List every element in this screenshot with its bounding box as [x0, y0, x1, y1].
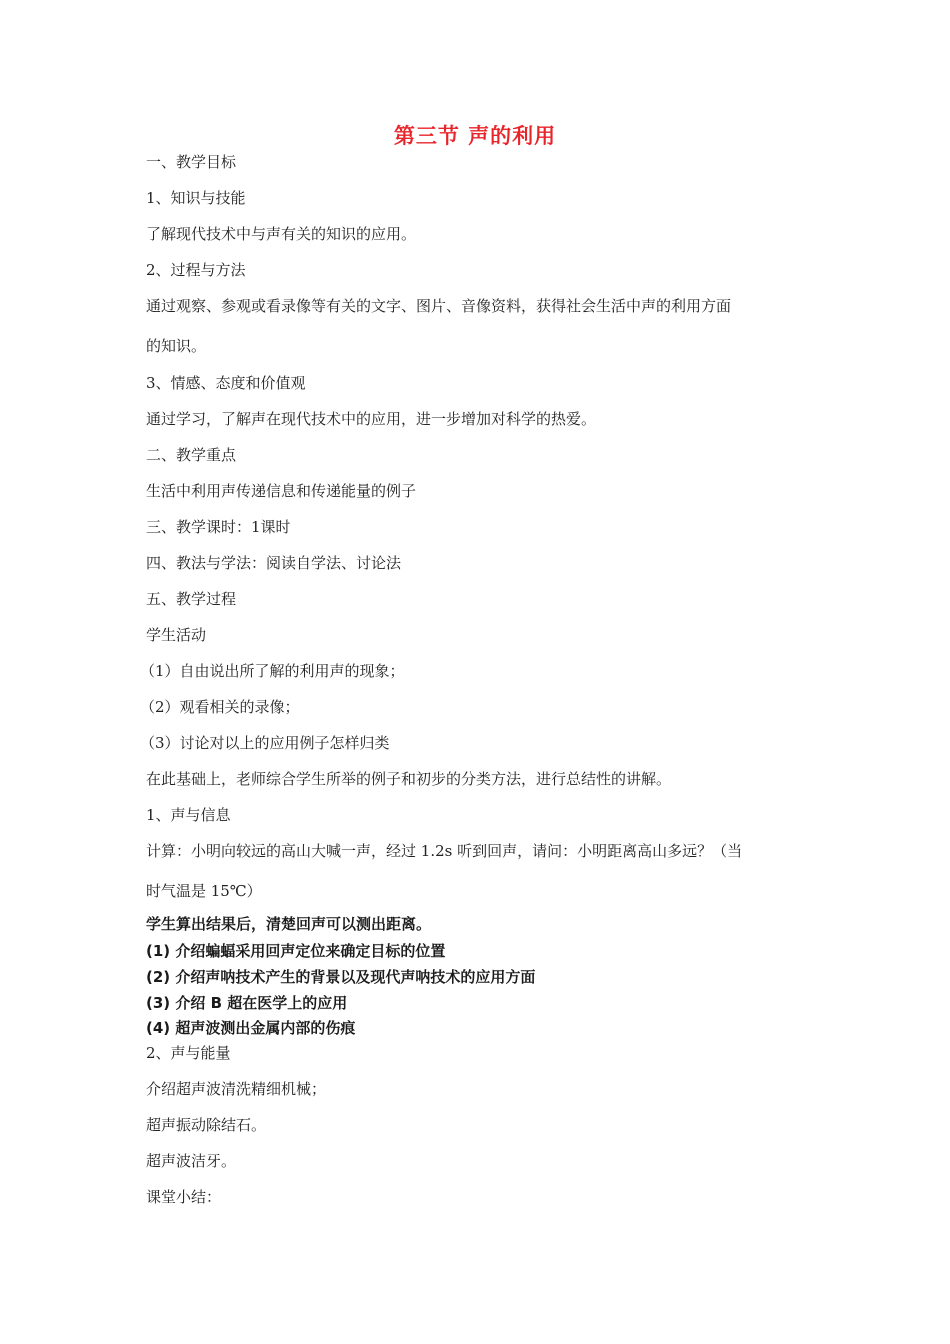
section-heading-focus: 二、教学重点 — [146, 446, 237, 464]
subheading-knowledge: 1、知识与技能 — [146, 189, 246, 207]
paragraph-process-2: 的知识。 — [146, 337, 207, 355]
paragraph-focus: 生活中利用声传递信息和传递能量的例子 — [146, 482, 417, 500]
bold-line-result: 学生算出结果后，清楚回声可以测出距离。 — [146, 915, 432, 933]
document-title: 第三节 声的利用 — [393, 124, 557, 148]
subheading-attitude: 3、情感、态度和价值观 — [146, 374, 306, 392]
bold-line-sonar: (2) 介绍声呐技术产生的背景以及现代声呐技术的应用方面 — [146, 968, 536, 986]
section-heading-process: 五、教学过程 — [146, 590, 237, 608]
paragraph-calculation-2: 时气温是 15℃） — [146, 882, 262, 900]
paragraph-stone-removal: 超声振动除结石。 — [146, 1116, 267, 1134]
section-heading-hours: 三、教学课时：1课时 — [146, 518, 291, 536]
paragraph-ultrasonic-cleaning: 介绍超声波清洗精细机械； — [146, 1080, 327, 1098]
paragraph-process-1: 通过观察、参观或看录像等有关的文字、图片、音像资料，获得社会生活中声的利用方面 — [146, 297, 732, 315]
paragraph-summary-intro: 在此基础上，老师综合学生所举的例子和初步的分类方法，进行总结性的讲解。 — [146, 770, 672, 788]
paragraph-teeth-cleaning: 超声波洁牙。 — [146, 1152, 237, 1170]
paragraph-calculation-1: 计算：小明向较远的高山大喊一声，经过 1.2s 听到回声，请问：小明距离高山多远？（当 — [146, 842, 743, 860]
list-item-activity-3: （3）讨论对以上的应用例子怎样归类 — [140, 734, 390, 752]
section-heading-methods: 四、教法与学法：阅读自学法、讨论法 — [146, 554, 402, 572]
subheading-process: 2、过程与方法 — [146, 261, 246, 279]
subheading-sound-energy: 2、声与能量 — [146, 1044, 231, 1062]
bold-line-metal-flaw: (4) 超声波测出金属内部的伤痕 — [146, 1019, 356, 1037]
list-item-activity-2: （2）观看相关的录像； — [140, 698, 300, 716]
subheading-sound-information: 1、声与信息 — [146, 806, 231, 824]
bold-line-bat: (1) 介绍蝙蝠采用回声定位来确定目标的位置 — [146, 942, 446, 960]
paragraph-knowledge: 了解现代技术中与声有关的知识的应用。 — [146, 225, 417, 243]
list-item-activity-1: （1）自由说出所了解的利用声的现象； — [140, 662, 405, 680]
subheading-student-activity: 学生活动 — [146, 626, 207, 644]
paragraph-class-summary: 课堂小结： — [146, 1188, 222, 1206]
paragraph-attitude: 通过学习，了解声在现代技术中的应用，进一步增加对科学的热爱。 — [146, 410, 597, 428]
section-heading-objectives: 一、教学目标 — [146, 153, 237, 171]
bold-line-b-ultrasound: (3) 介绍 B 超在医学上的应用 — [146, 994, 348, 1012]
